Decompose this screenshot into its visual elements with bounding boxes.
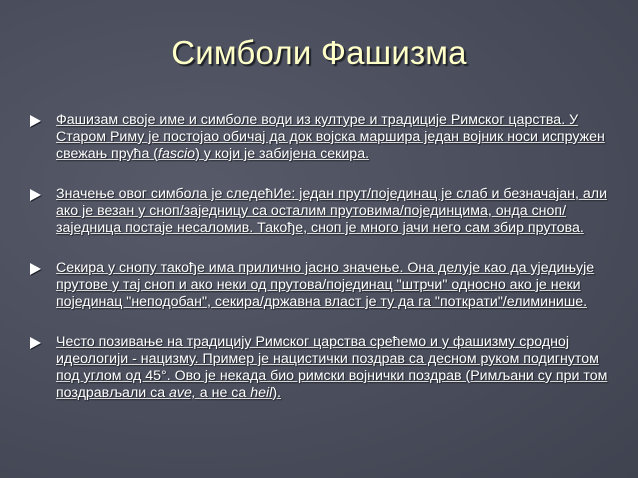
bullet-text-part: fascio [158,146,196,162]
bullet-text-part: Значење овог симбола је следећИе: један прут/појединац је слаб и безначајан, али ако је везан у сноп/заједницу са осталим прутовима/појединцима, онда сноп/заједница постаје несаломив. Такође, сноп је много јачи него сам збир прутова. [56,186,607,236]
triangle-bullet-icon [30,115,41,127]
triangle-bullet-icon [30,263,41,275]
bullet-text-part: а не са [195,385,251,401]
bullet-text-part: Често позивање на традицију Римског царства срећемо и у фашизму сродној идеологији - нацизму. Пример је нацистички поздрав са десном руком подигнутом под углом од 45°. Ово је некада био римски војнички поздрав (Римљани су при том поздрављали са [56,334,608,401]
triangle-bullet-icon [30,189,41,201]
bullet-list [30,112,618,425]
bullet-item [30,334,618,402]
bullet-text-part: ). [272,385,281,401]
bullet-item [30,112,618,163]
bullet-text-part: ) у који је забијена секира. [195,146,370,162]
triangle-bullet-icon [30,337,41,349]
slide-title: Симболи Фашизма [171,34,467,71]
bullet-text-part: heil [250,385,273,401]
bullet-item [30,186,618,237]
bullet-text-part: Секира у снопу такође има прилично јасно значење. Она делује као да уједињује прутове у тај сноп и ако неки од прутова/појединац "штрчи" односно ако је неки појединац "неподобан", секира/државна власт је ту да га "поткрати"/елиминише. [56,260,595,310]
bullet-text-part: ave, [169,385,196,401]
bullet-text-part: Фашизам своје име и симболе води из културе и традиције Римског царства. У Старом Риму је постојао обичај да док војска маршира један војник носи испружен свежањ прућа ( [56,112,605,162]
bullet-item [30,260,618,311]
